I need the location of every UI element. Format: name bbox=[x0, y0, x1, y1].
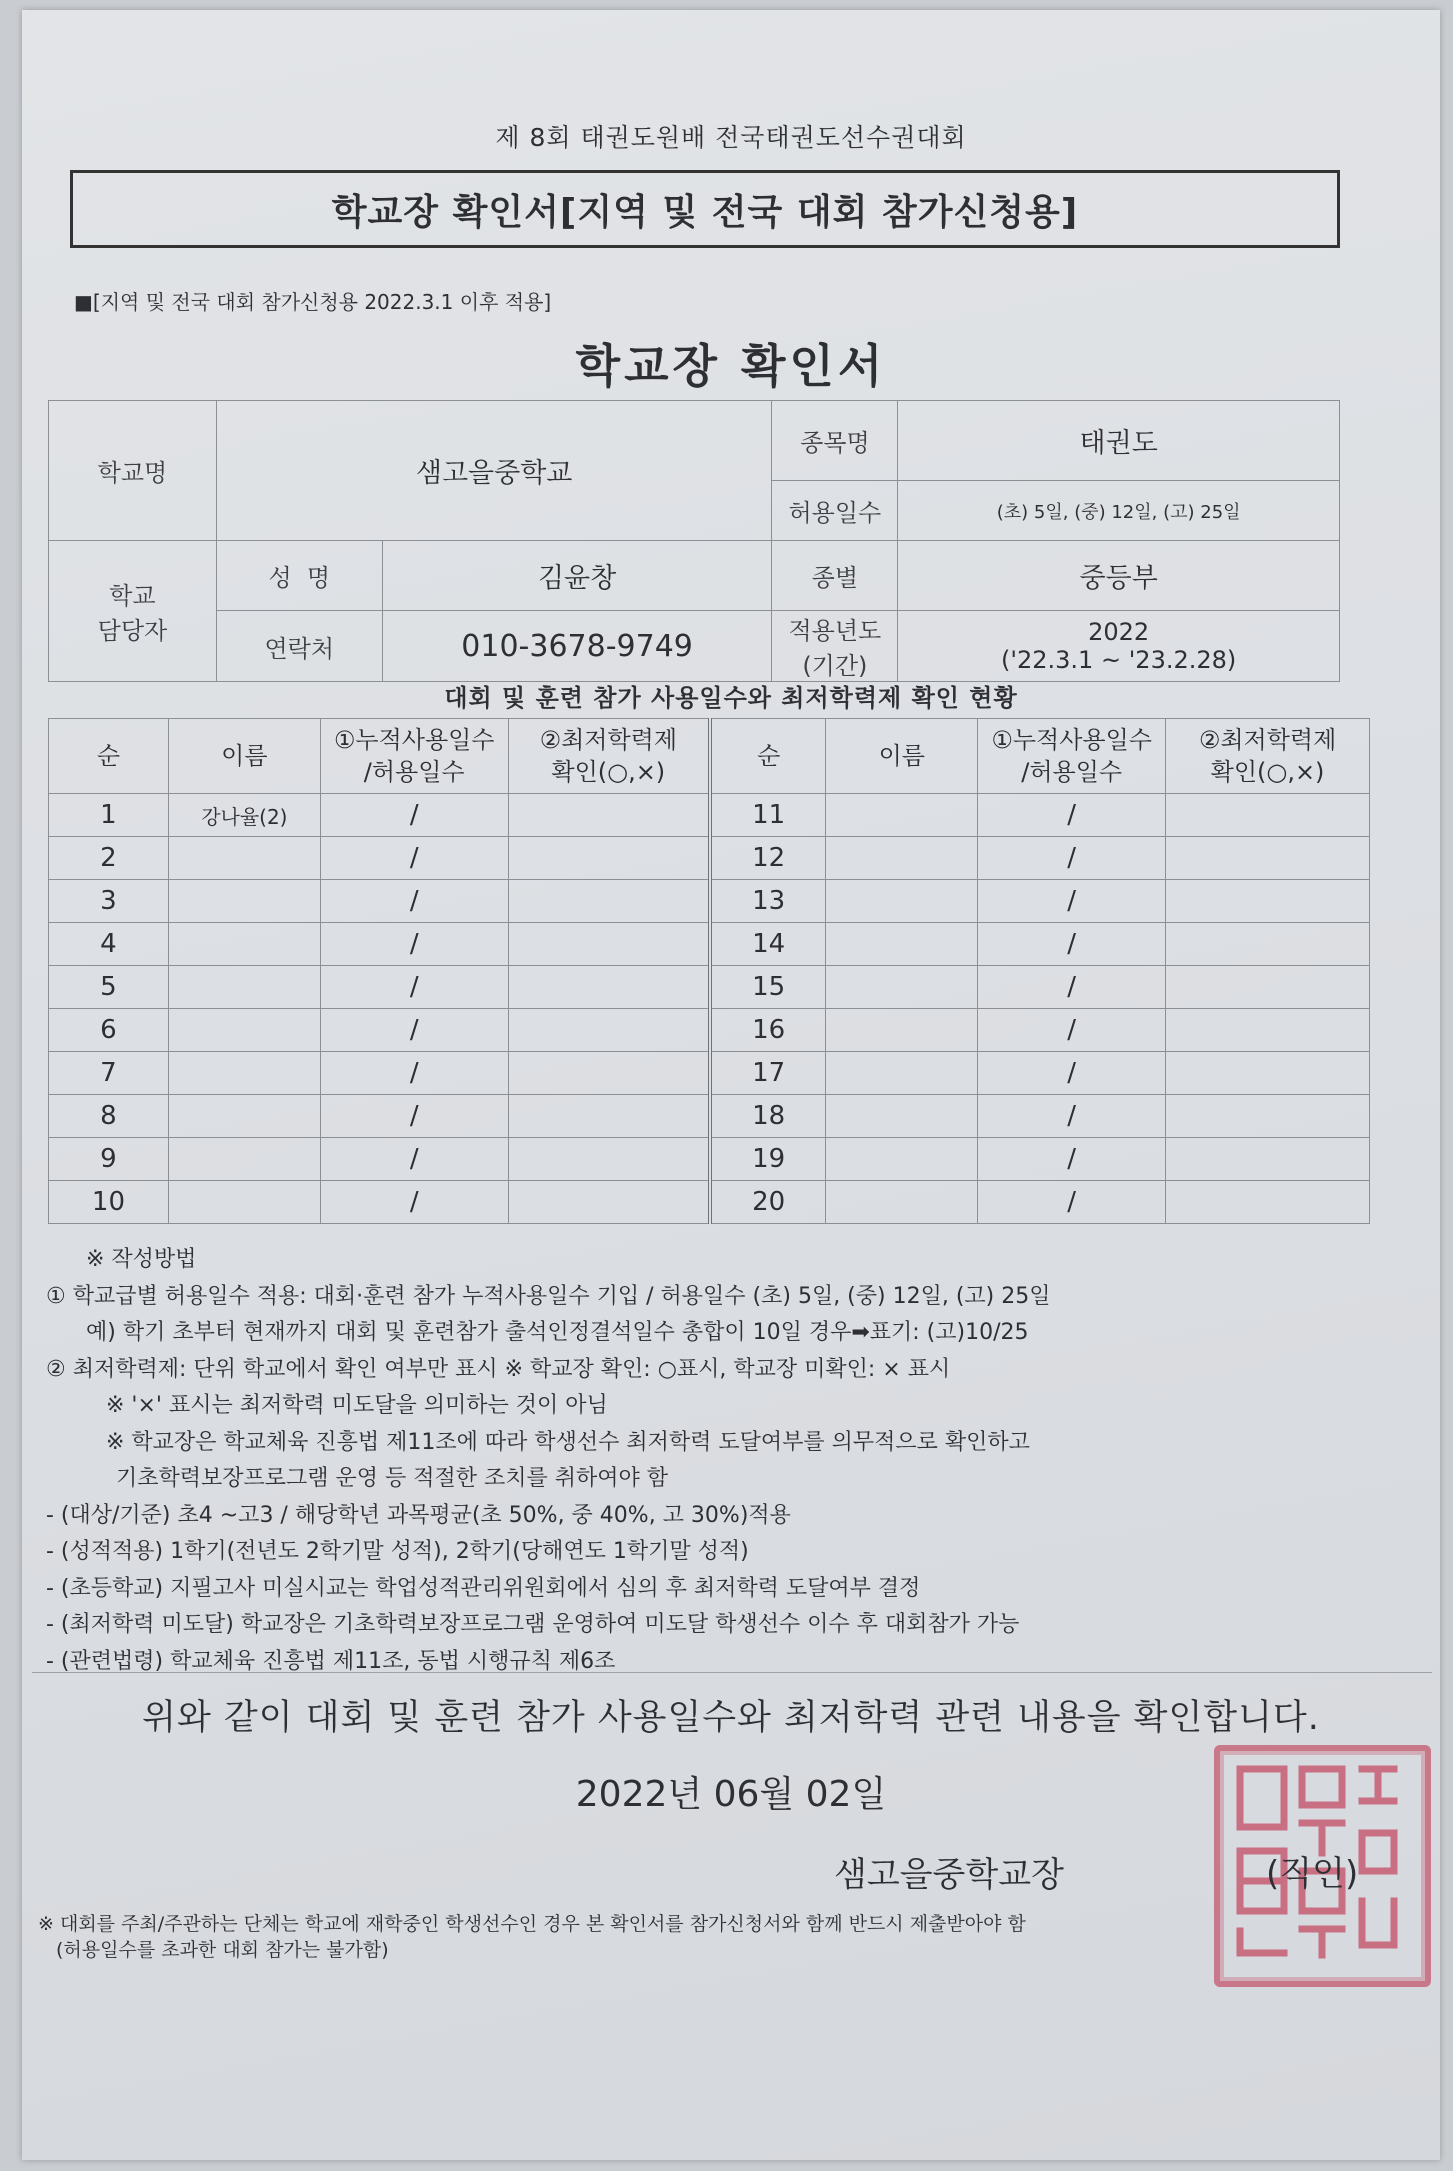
row-grade bbox=[508, 837, 710, 880]
detail-target: - (대상/기준) 초4 ~고3 / 해당학년 과목평균(초 50%, 중 40%, 고 30%)적용 bbox=[46, 1502, 791, 1528]
allowed-days-label: 허용일수 bbox=[772, 481, 898, 541]
manager-label bbox=[49, 541, 217, 682]
row-no: 1 bbox=[49, 794, 169, 837]
col-grade-header-right-line2: 확인(○,×) bbox=[1210, 758, 1325, 786]
row-grade bbox=[1166, 880, 1370, 923]
col-days-header-line2: /허용일수 bbox=[363, 758, 465, 786]
row-no: 17 bbox=[710, 1052, 826, 1095]
row-grade bbox=[508, 966, 710, 1009]
detail-grades: - (성적적용) 1학기(전년도 2학기말 성적), 2학기(당해연도 1학기말 성적) bbox=[46, 1539, 749, 1564]
contact-value: 010-3678-9749 bbox=[382, 611, 772, 682]
row-grade bbox=[508, 1052, 710, 1095]
sport-label: 종목명 bbox=[772, 401, 898, 481]
footer-line-2: (허용일수를 초과한 대회 참가는 불가함) bbox=[56, 1939, 389, 1961]
row-name bbox=[168, 1181, 320, 1224]
detail-below-min: - (최저학력 미도달) 학교장은 기초학력보장프로그램 운영하여 미도달 학생선수 이수 후 대회참가 가능 bbox=[46, 1612, 1020, 1637]
row-name bbox=[826, 1181, 978, 1224]
info-table bbox=[48, 400, 1340, 682]
row-grade bbox=[1166, 1095, 1370, 1138]
footer-note bbox=[38, 1911, 1438, 1963]
contact-label: 연락처 bbox=[216, 611, 382, 682]
table-row bbox=[49, 794, 1370, 837]
sport-value: 태권도 bbox=[898, 401, 1340, 481]
divider bbox=[32, 1672, 1432, 1673]
col-days-header-right-line2: /허용일수 bbox=[1021, 758, 1123, 786]
row-name bbox=[826, 1095, 978, 1138]
document-page bbox=[22, 10, 1440, 2160]
applicability-note: ■[지역 및 전국 대회 참가신청용 2022.3.1 이후 적용] bbox=[74, 290, 552, 314]
row-name bbox=[826, 794, 978, 837]
row-name bbox=[168, 1095, 320, 1138]
grid-header-row bbox=[49, 719, 1370, 794]
row-grade bbox=[508, 1009, 710, 1052]
seal-mark: (직인) bbox=[1266, 1854, 1359, 1894]
row-days: / bbox=[978, 880, 1166, 923]
table-row bbox=[49, 837, 1370, 880]
instruction-2-note-b: ※ 학교장은 학교체육 진흥법 제11조에 따라 학생선수 최저학력 도달여부를 의무적으로 확인하고 bbox=[106, 1429, 1030, 1455]
col-no-header: 순 bbox=[49, 719, 169, 794]
manager-label-line1: 학교 bbox=[109, 582, 156, 610]
col-grade-header bbox=[508, 719, 710, 794]
row-days: / bbox=[978, 794, 1166, 837]
division-label: 종별 bbox=[772, 541, 898, 611]
col-grade-header-right-line1: ②최저학력제 bbox=[1198, 726, 1337, 754]
col-grade-header-line2: 확인(○,×) bbox=[551, 758, 666, 786]
table-row bbox=[49, 966, 1370, 1009]
period-value bbox=[898, 611, 1340, 682]
row-name bbox=[826, 923, 978, 966]
row-days: / bbox=[978, 966, 1166, 1009]
row-no: 12 bbox=[710, 837, 826, 880]
row-days: / bbox=[320, 794, 508, 837]
row-no: 3 bbox=[49, 880, 169, 923]
col-no-header-right: 순 bbox=[710, 719, 826, 794]
status-title: 대회 및 훈련 참가 사용일수와 최저학력제 확인 현황 bbox=[444, 684, 1018, 712]
row-no: 7 bbox=[49, 1052, 169, 1095]
manager-name-value: 김윤창 bbox=[382, 541, 772, 611]
footer-line-1: ※ 대회를 주최/주관하는 단체는 학교에 재학중인 학생선수인 경우 본 확인서를 참가신청서와 함께 반드시 제출받아야 함 bbox=[38, 1913, 1026, 1935]
row-grade bbox=[1166, 1181, 1370, 1224]
period-range: ('22.3.1 ~ '23.2.28) bbox=[1001, 646, 1237, 674]
row-grade bbox=[1166, 1009, 1370, 1052]
row-no: 10 bbox=[49, 1181, 169, 1224]
row-no: 11 bbox=[710, 794, 826, 837]
row-name bbox=[826, 1009, 978, 1052]
table-row bbox=[49, 1138, 1370, 1181]
col-days-header bbox=[320, 719, 508, 794]
row-days: / bbox=[978, 837, 1166, 880]
detail-law: - (관련법령) 학교체육 진흥법 제11조, 동법 시행규칙 제6조 bbox=[46, 1648, 616, 1674]
row-no: 16 bbox=[710, 1009, 826, 1052]
row-days: / bbox=[320, 1052, 508, 1095]
table-row bbox=[49, 1009, 1370, 1052]
row-grade bbox=[508, 880, 710, 923]
row-days: / bbox=[978, 1052, 1166, 1095]
row-name: 강나율(2) bbox=[168, 794, 320, 837]
row-days: / bbox=[320, 1009, 508, 1052]
row-grade bbox=[1166, 1138, 1370, 1181]
school-name-label: 학교명 bbox=[49, 401, 217, 541]
table-row bbox=[49, 923, 1370, 966]
instruction-2: ② 최저학력제: 단위 학교에서 확인 여부만 표시 ※ 학교장 확인: ○표시, 학교장 미확인: × 표시 bbox=[46, 1356, 951, 1382]
period-label-line1: 적용년도 bbox=[788, 617, 882, 645]
row-days: / bbox=[978, 1095, 1166, 1138]
row-name bbox=[168, 1138, 320, 1181]
table-row bbox=[49, 1095, 1370, 1138]
allowed-days-value: (초) 5일, (중) 12일, (고) 25일 bbox=[898, 481, 1340, 541]
row-grade bbox=[508, 923, 710, 966]
row-name bbox=[826, 1052, 978, 1095]
row-no: 9 bbox=[49, 1138, 169, 1181]
row-days: / bbox=[320, 1181, 508, 1224]
row-days: / bbox=[978, 1009, 1166, 1052]
row-days: / bbox=[320, 1095, 508, 1138]
row-days: / bbox=[320, 923, 508, 966]
row-grade bbox=[508, 1181, 710, 1224]
row-no: 15 bbox=[710, 966, 826, 1009]
row-name bbox=[168, 1052, 320, 1095]
form-title: 학교장 확인서 bbox=[575, 339, 887, 393]
row-name bbox=[168, 923, 320, 966]
division-value: 중등부 bbox=[898, 541, 1340, 611]
col-days-header-right-line1: ①누적사용일수 bbox=[991, 726, 1152, 754]
row-days: / bbox=[320, 1138, 508, 1181]
row-name bbox=[168, 966, 320, 1009]
row-no: 14 bbox=[710, 923, 826, 966]
manager-label-line2: 담당자 bbox=[97, 617, 168, 645]
row-grade bbox=[508, 1095, 710, 1138]
issue-date: 2022년 06월 02일 bbox=[575, 1774, 887, 1815]
detail-elementary: - (초등학교) 지필고사 미실시교는 학업성적관리위원회에서 심의 후 최저학력 도달여부 결정 bbox=[46, 1575, 921, 1601]
period-label-line2: (기간) bbox=[802, 652, 868, 680]
principal-title: 샘고을중학교장 bbox=[834, 1855, 1064, 1895]
row-no: 13 bbox=[710, 880, 826, 923]
row-name bbox=[826, 837, 978, 880]
table-row bbox=[49, 1052, 1370, 1095]
col-grade-header-line1: ②최저학력제 bbox=[539, 726, 677, 754]
instructions bbox=[46, 1242, 1406, 1680]
row-days: / bbox=[978, 1181, 1166, 1224]
row-grade bbox=[1166, 794, 1370, 837]
row-days: / bbox=[320, 966, 508, 1009]
instruction-2-note-a: ※ '×' 표시는 최저학력 미도달을 의미하는 것이 아님 bbox=[106, 1393, 608, 1418]
row-grade bbox=[508, 1138, 710, 1181]
col-days-header-right bbox=[978, 719, 1166, 794]
row-no: 20 bbox=[710, 1181, 826, 1224]
participation-grid bbox=[48, 718, 1370, 1224]
instructions-heading: ※ 작성방법 bbox=[86, 1247, 197, 1272]
instruction-1: ① 학교급별 허용일수 적용: 대회·훈련 참가 누적사용일수 기입 / 허용일수 (초) 5일, (중) 12일, (고) 25일 bbox=[46, 1283, 1051, 1309]
col-name-header: 이름 bbox=[168, 719, 320, 794]
document-title-box: 학교장 확인서[지역 및 전국 대회 참가신청용] bbox=[70, 170, 1340, 248]
row-no: 2 bbox=[49, 837, 169, 880]
row-no: 8 bbox=[49, 1095, 169, 1138]
instruction-1-example: 예) 학기 초부터 현재까지 대회 및 훈련참가 출석인정결석일수 총합이 10일 경우➡표기: (고)10/25 bbox=[86, 1320, 1029, 1345]
row-no: 6 bbox=[49, 1009, 169, 1052]
row-no: 4 bbox=[49, 923, 169, 966]
row-no: 18 bbox=[710, 1095, 826, 1138]
table-row bbox=[49, 880, 1370, 923]
row-days: / bbox=[320, 837, 508, 880]
row-name bbox=[168, 1009, 320, 1052]
table-row bbox=[49, 1181, 1370, 1224]
school-name-value: 샘고을중학교 bbox=[216, 401, 772, 541]
row-days: / bbox=[978, 1138, 1166, 1181]
row-grade bbox=[1166, 1052, 1370, 1095]
col-name-header-right: 이름 bbox=[826, 719, 978, 794]
row-no: 5 bbox=[49, 966, 169, 1009]
year-value: 2022 bbox=[1088, 618, 1150, 646]
row-grade bbox=[508, 794, 710, 837]
event-title: 제 8회 태권도원배 전국태권도선수권대회 bbox=[495, 123, 967, 152]
period-label bbox=[772, 611, 898, 682]
row-grade bbox=[1166, 966, 1370, 1009]
row-name bbox=[826, 880, 978, 923]
row-name bbox=[168, 880, 320, 923]
instruction-2-note-c: 기초학력보장프로그램 운영 등 적절한 조치를 취하여야 함 bbox=[116, 1466, 669, 1491]
col-grade-header-right bbox=[1166, 719, 1370, 794]
row-grade bbox=[1166, 923, 1370, 966]
name-label: 성 명 bbox=[216, 541, 382, 611]
row-days: / bbox=[320, 880, 508, 923]
row-name bbox=[168, 837, 320, 880]
row-no: 19 bbox=[710, 1138, 826, 1181]
row-days: / bbox=[978, 923, 1166, 966]
col-days-header-line1: ①누적사용일수 bbox=[333, 726, 495, 754]
row-grade bbox=[1166, 837, 1370, 880]
row-name bbox=[826, 966, 978, 1009]
row-name bbox=[826, 1138, 978, 1181]
confirmation-statement: 위와 같이 대회 및 훈련 참가 사용일수와 최저학력 관련 내용을 확인합니다. bbox=[142, 1698, 1320, 1738]
